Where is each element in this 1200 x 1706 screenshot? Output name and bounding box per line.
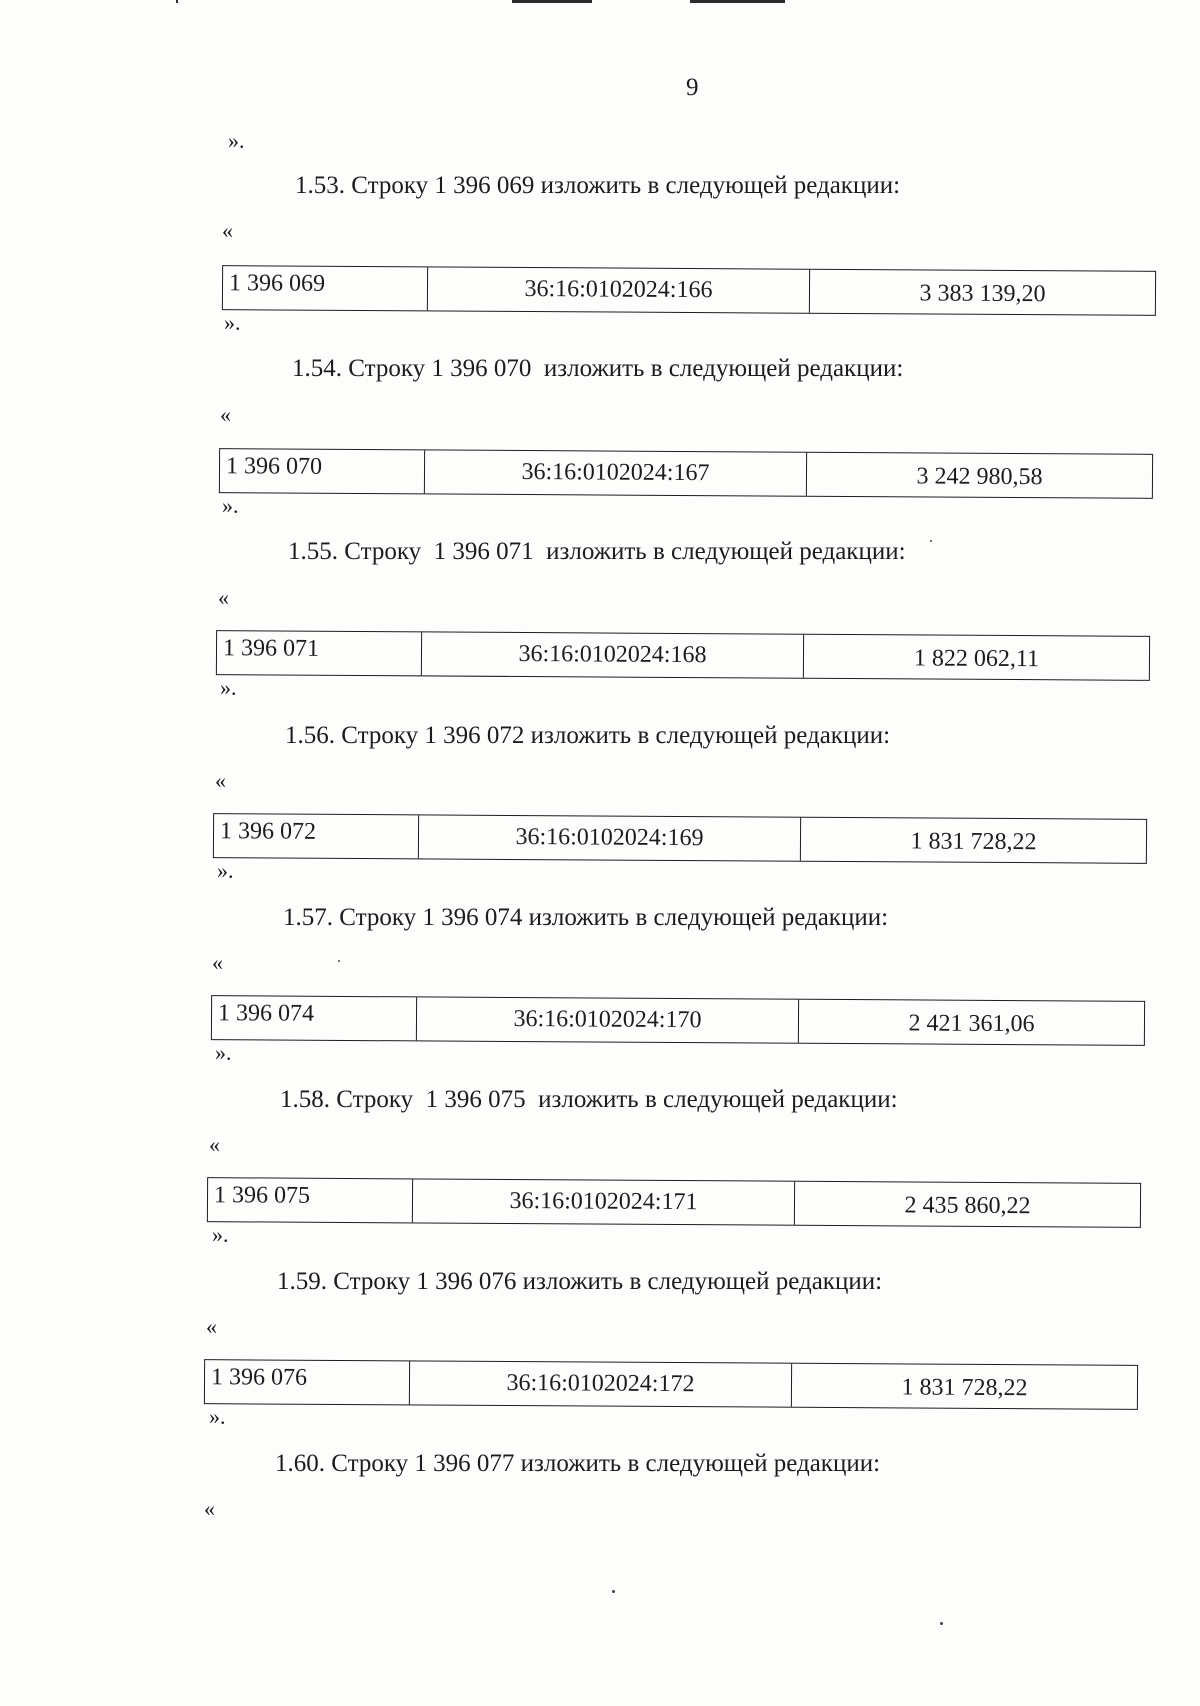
cadastral-number-cell: 36:16:0102024:167	[425, 450, 807, 495]
section-heading: 1.58. Строку 1 396 075 изложить в следующей редакции:	[280, 1086, 898, 1113]
closing-quote: ».	[215, 1040, 232, 1065]
opening-quote: «	[212, 950, 223, 975]
opening-quote: «	[218, 585, 229, 610]
opening-quote: «	[204, 1496, 215, 1521]
scan-edge-mark	[690, 0, 785, 3]
row-number-cell: 1 396 069	[223, 266, 428, 310]
scan-speck	[338, 960, 340, 962]
row-number-cell: 1 396 076	[205, 1360, 410, 1404]
opening-quote: «	[209, 1132, 220, 1157]
closing-quote: ».	[224, 310, 241, 335]
table-row	[204, 1359, 1138, 1410]
scan-speck	[940, 1622, 943, 1625]
row-number-cell: 1 396 071	[217, 631, 422, 675]
page-number: 9	[686, 74, 699, 101]
closing-quote: ».	[209, 1404, 226, 1429]
table-row	[219, 448, 1153, 499]
section-heading: 1.57. Строку 1 396 074 изложить в следующей редакции:	[283, 904, 889, 931]
cadastral-number-cell: 36:16:0102024:171	[413, 1179, 795, 1224]
section-heading: 1.53. Строку 1 396 069 изложить в следующей редакции:	[295, 172, 901, 199]
section-heading: 1.60. Строку 1 396 077 изложить в следующей редакции:	[275, 1450, 881, 1477]
closing-quote: ».	[220, 675, 237, 700]
cadastral-value-cell: 1 831 728,22	[910, 828, 1037, 856]
opening-quote: «	[222, 218, 233, 243]
cadastral-number-cell: 36:16:0102024:170	[417, 997, 799, 1042]
section-heading: 1.56. Строку 1 396 072 изложить в следующей редакции:	[285, 722, 891, 749]
scan-edge-mark	[176, 0, 178, 3]
cadastral-value-cell: 1 831 728,22	[901, 1374, 1028, 1402]
row-number-cell: 1 396 072	[214, 814, 419, 858]
table-row	[211, 995, 1145, 1046]
scan-speck	[930, 540, 932, 542]
opening-quote: «	[215, 768, 226, 793]
cadastral-value-cell: 2 421 361,06	[908, 1010, 1035, 1038]
cadastral-value-cell: 1 822 062,11	[913, 645, 1040, 673]
cadastral-value-cell: 3 383 139,20	[919, 280, 1046, 308]
cadastral-number-cell: 36:16:0102024:168	[422, 632, 804, 677]
scan-edge-mark	[512, 0, 592, 3]
cadastral-value-cell: 2 435 860,22	[904, 1192, 1031, 1220]
closing-quote: ».	[228, 128, 245, 153]
closing-quote: ».	[212, 1222, 229, 1247]
closing-quote: ».	[217, 858, 234, 883]
opening-quote: «	[220, 402, 231, 427]
section-heading: 1.54. Строку 1 396 070 изложить в следующей редакции:	[292, 355, 904, 382]
scan-speck	[612, 1590, 615, 1593]
table-row	[207, 1177, 1141, 1228]
cadastral-number-cell: 36:16:0102024:172	[410, 1361, 792, 1406]
section-heading: 1.55. Строку 1 396 071 изложить в следующей редакции:	[288, 538, 906, 565]
table-row	[222, 265, 1156, 316]
closing-quote: ».	[222, 493, 239, 518]
row-number-cell: 1 396 070	[220, 449, 425, 493]
opening-quote: «	[206, 1314, 217, 1339]
table-row	[213, 813, 1147, 864]
cadastral-value-cell: 3 242 980,58	[916, 463, 1043, 491]
table-row	[216, 630, 1150, 681]
section-heading: 1.59. Строку 1 396 076 изложить в следующей редакции:	[277, 1268, 883, 1295]
cadastral-number-cell: 36:16:0102024:169	[419, 815, 801, 860]
row-number-cell: 1 396 074	[212, 996, 417, 1040]
row-number-cell: 1 396 075	[208, 1178, 413, 1222]
cadastral-number-cell: 36:16:0102024:166	[428, 267, 810, 312]
